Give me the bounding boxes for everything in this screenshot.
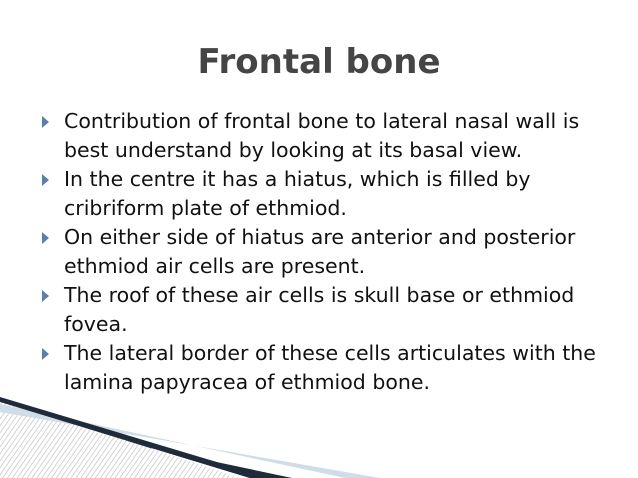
bullet-text: The roof of these air cells is skull base or ethmiod fovea. [64, 283, 575, 336]
bullet-text: The lateral border of these cells articulates with the lamina papyracea of ethmiod bone. [64, 341, 596, 394]
bullet-text: In the centre it has a hiatus, which is filled by cribriform plate of ethmiod. [64, 167, 531, 220]
bullet-text: On either side of hiatus are anterior and posterior ethmiod air cells are present. [64, 225, 576, 278]
bullet-text: Contribution of frontal bone to lateral nasal wall is best understand by looking at its basal view. [64, 109, 580, 162]
slide-title: Frontal bone [197, 42, 441, 82]
